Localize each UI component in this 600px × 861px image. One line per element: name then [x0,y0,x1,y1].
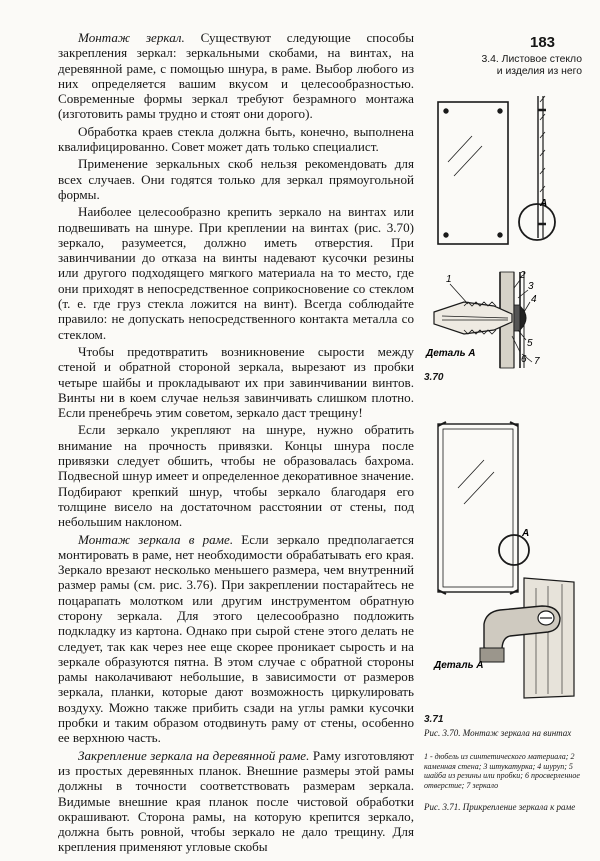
paragraph-frame-mounting [58,532,414,746]
part-number-6: 6 [521,354,527,365]
detail-a-circle [499,535,529,565]
caption-fig-3-70: Рис. 3.70. Монтаж зеркала на винтах [424,728,572,738]
paragraph-cord-hanging [58,422,414,529]
paragraph-body: Обработка краев стекла должна быть, конечно, выполнена квалифицированно. Совет может дать только специалист. [58,123,414,155]
main-text-column [58,30,414,855]
paragraph-body: Если зеркало предполагается монтировать в раме, нет необходимости обрабатывать его края. Зеркало врезают несколько меньшего размера, чем внутренний размер рамы (см. рис. 3.76). При закреплении постарайтесь не поцарапать молотком или другим инструментом обратную сторону зеркала. Для этого целесообразно подложить подкладку из картона. Однако при сырой стене этого делать не следует, так как через нее еще скорее проникает сырость и на зеркале образуются пятна. В этом случае с обратной стороны рамы наколачивают небольшие, в зависимости от размеров зеркала, планки, которые дают возможность циркулировать воздуху. Можно также прибить сзади на углы рамки кусочки пробки и таким образом отодвинуть раму от стены, особенно ее верхнюю часть. [58,531,415,746]
figure-3-70-drawing [424,92,596,382]
section-header [420,54,582,78]
part-number-2: 2 [520,270,526,281]
leader-line-4 [524,302,530,312]
detail-a-label: Деталь А [434,660,484,671]
part-number-1: 1 [446,274,452,285]
page-number: 183 [530,34,556,51]
detail-a-label: Деталь А [426,348,476,359]
paragraph-body: Если зеркало укрепляют на шнуре, нужно обратить внимание на прочность привязки. Концы шнура после привязки следует обшить, чтобы не образовалась бахрома. Подвесной шнур имеет и определенное декоративное значение. Подбирают крепкий шнур, чтобы зеркало благодаря его толщине висело на достаточном расстоянии от стены, под небольшим наклоном. [58,422,414,530]
paragraph-body: Чтобы предотвратить возникновение сырости между стеной и обратной стороной зеркала, вырезают из пробки четыре шайбы и прокладывают их при завинчивании винтов. Винты ни в коем случае нельзя завинчивать слишком плотно. Если пренебречь этим советом, зеркало даст трещину! [58,343,414,421]
paragraph-body: Применение зеркальных скоб нельзя рекомендовать для всех случаев. Они годятся только для зеркал прямоугольной формы. [58,156,414,202]
section-title-line-2: и изделия из него [496,66,582,77]
paragraph-body: Существуют следующие способы закрепления зеркал: зеркальными скобами, на винтах, на деревянной раме, с помощью шнура, в раме. Выбор любого из них определяется вашим вкусом и целесообразностью. Современные формы зеркал требуют безрамного монтажа (изготовить рамы трудно и стоят они дорого). [58,30,414,122]
leader-line-2 [514,280,520,288]
paragraph-lead: Монтаж зеркала в раме. [78,531,234,547]
figure-number-3-71: 3.71 [424,714,444,725]
frame-bracket-detail [480,578,574,698]
paragraph-wooden-frame [58,748,414,855]
part-number-3: 3 [528,281,534,292]
part-number-7: 7 [534,356,540,367]
part-number-4: 4 [531,294,537,305]
paragraph-mirror-mounting [58,30,414,122]
side-view-wall [538,96,546,238]
paragraph-mirror-clips [58,156,414,202]
paragraph-lead: Монтаж зеркал. [78,30,185,45]
paragraph-screw-mounting [58,204,414,342]
legend-fig-3-70: 1 - дюбель из синтетического материала; 2 каменная стена; 3 штукатурка; 4 шуруп; 5 шайба из резины или пробки; 6 просверленное отверстие; 7 зеркало [424,752,580,790]
detail-a-circle [519,204,555,240]
part-number-5: 5 [527,338,533,349]
paragraph-body: Раму изготовляют из простых деревянных планок. Внешние размеры этой рамы должны в точности соответствовать размерам зеркала. Видимые внешние края планок после чистовой обработки окрашивают. Сторона рамы, на которую крепится зеркало, должна быть ровной, чтобы зеркало не дало трещину. Для крепления применяют угловые скобы [58,747,414,855]
caption-fig-3-71: Рис. 3.71. Прикрепление зеркала к раме [424,802,576,812]
paragraph-body: Наиболее целесообразно крепить зеркало на винтах или подвешивать на шнуре. При креплении на винтах (рис. 3.70) зеркало, разумеется, должно иметь отверстия. При завинчивании до отказа на винты надевают кусочки резины или другого подходящего мягкого материала на то место, где они приходят в непосредственное соприкосновение со стеклом (т. е. где груз стекла ложится на винт). Всегда соблюдайте правило: не допускать непосредственного контакта металла со стеклом. [58,204,414,342]
paragraph-edge-processing [58,124,414,155]
section-title-line-1: 3.4. Листовое стекло [481,54,582,65]
paragraph-lead: Закрепление зеркала на деревянной раме. [78,747,310,763]
paragraph-dampness [58,344,414,420]
leader-line-1 [450,284,468,304]
callout-label-a: А [522,528,530,539]
figure-number-3-70: 3.70 [424,372,444,383]
mirror-plate [438,102,508,244]
framed-mirror [438,422,518,594]
figure-3-71-drawing [424,418,596,708]
callout-label-a: А [540,198,548,209]
